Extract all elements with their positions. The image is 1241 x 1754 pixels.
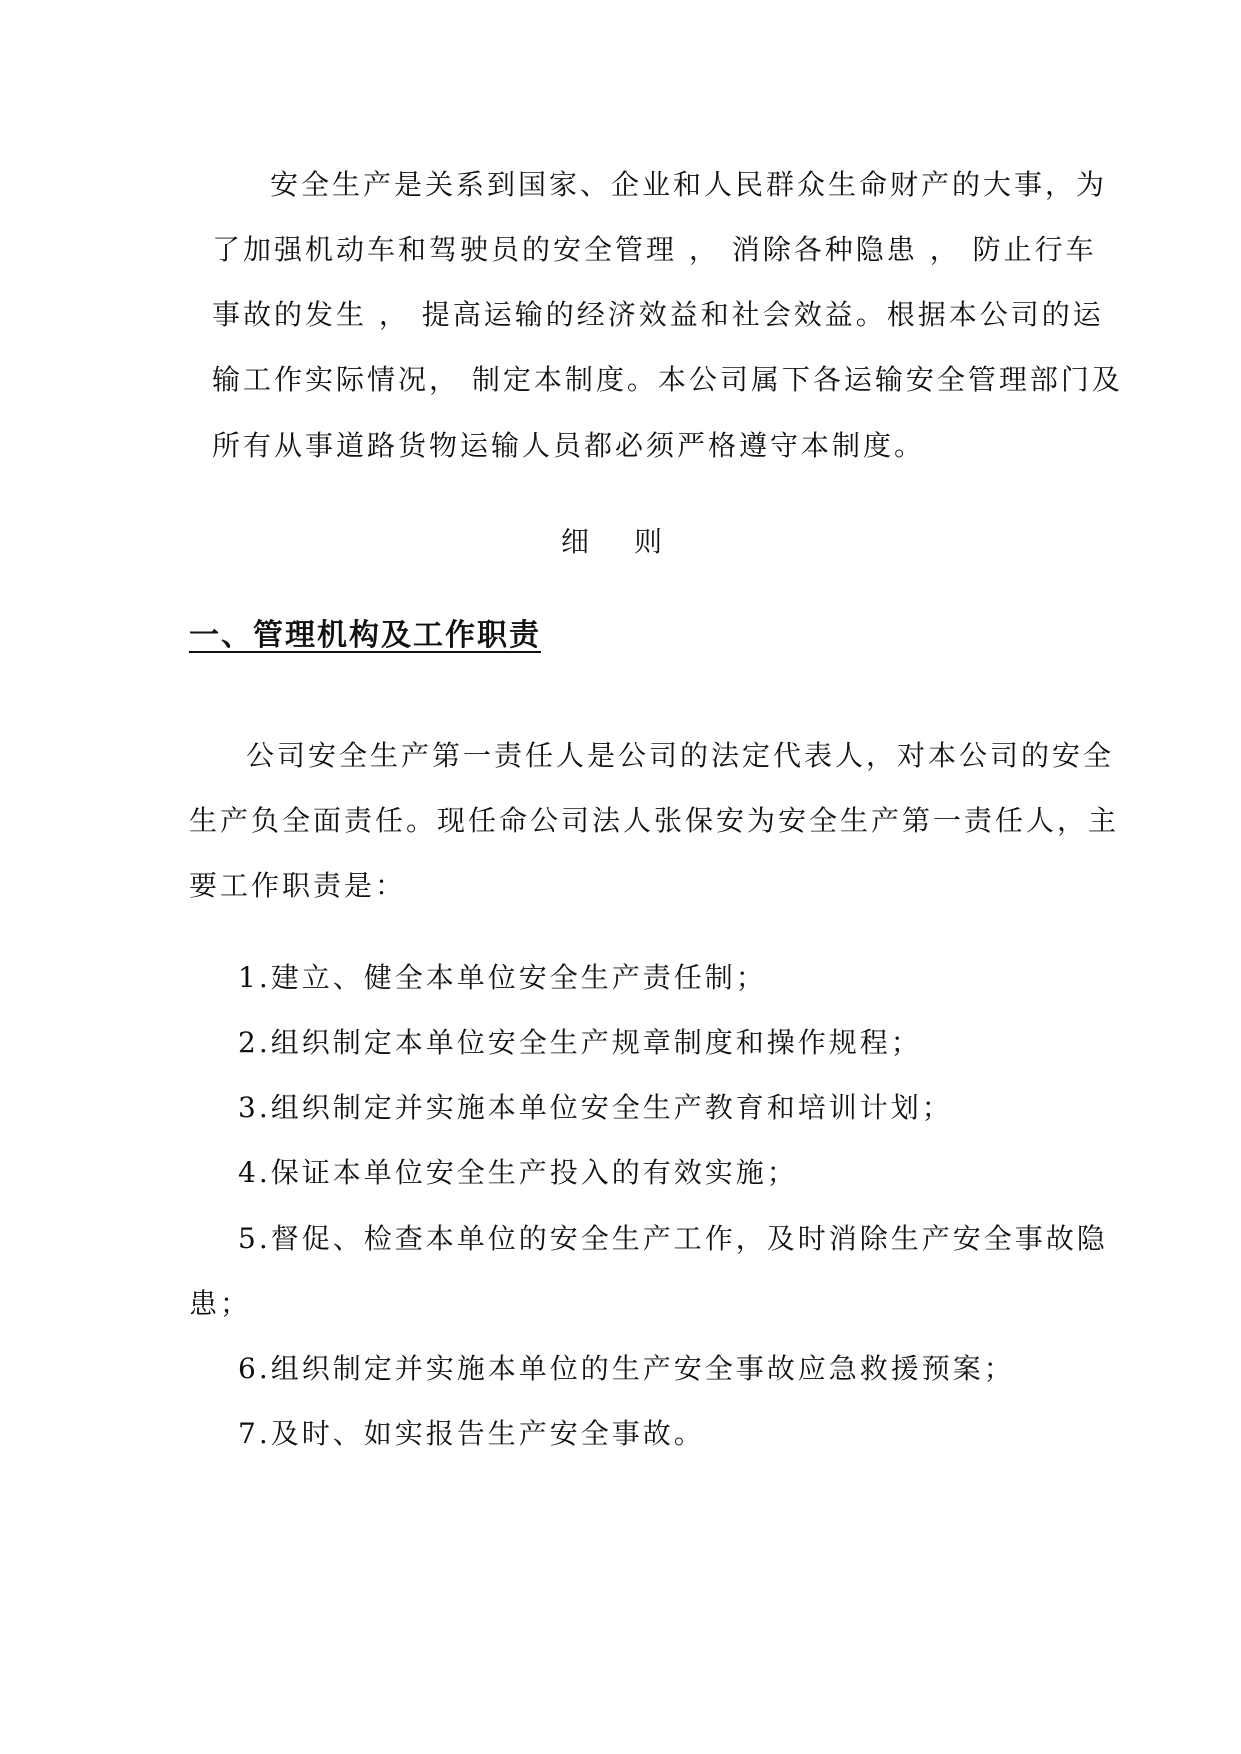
list-item: 7.及时、如实报告生产安全事故。 <box>238 1417 705 1450</box>
section-heading: 一、管理机构及工作职责 <box>189 618 541 653</box>
section-paragraph-line-1: 公司安全生产第一责任人是公司的法定代表人，对本公司的安全 <box>246 739 1115 772</box>
list-item: 4.保证本单位安全生产投入的有效实施； <box>238 1156 798 1189</box>
intro-line-4: 输工作实际情况， 制定本制度。本公司属下各运输安全管理部门及 <box>212 363 1123 396</box>
list-item: 6.组织制定并实施本单位的生产安全事故应急救援预案； <box>238 1352 1015 1385</box>
list-item-continuation: 患； <box>189 1287 252 1320</box>
intro-line-3: 事故的发生 ， 提高运输的经济效益和社会效益。根据本公司的运 <box>212 298 1104 331</box>
list-item: 3.组织制定并实施本单位安全生产教育和培训计划； <box>238 1091 953 1124</box>
list-item: 5.督促、检查本单位的安全生产工作，及时消除生产安全事故隐 <box>238 1222 1108 1255</box>
list-item: 1.建立、健全本单位安全生产责任制； <box>238 961 767 994</box>
section-paragraph-line-2: 生产负全面责任。现任命公司法人张保安为安全生产第一责任人，主 <box>189 804 1120 837</box>
intro-line-5: 所有从事道路货物运输人员都必须严格遵守本制度。 <box>212 429 926 462</box>
intro-line-1: 安全生产是关系到国家、企业和人民群众生命财产的大事，为 <box>270 168 1108 201</box>
intro-line-2: 了加强机动车和驾驶员的安全管理 ， 消除各种隐患 ， 防止行车 <box>212 233 1097 266</box>
rules-title: 细 则 <box>561 525 680 558</box>
section-paragraph-line-3: 要工作职责是： <box>189 869 407 902</box>
list-item: 2.组织制定本单位安全生产规章制度和操作规程； <box>238 1026 922 1059</box>
